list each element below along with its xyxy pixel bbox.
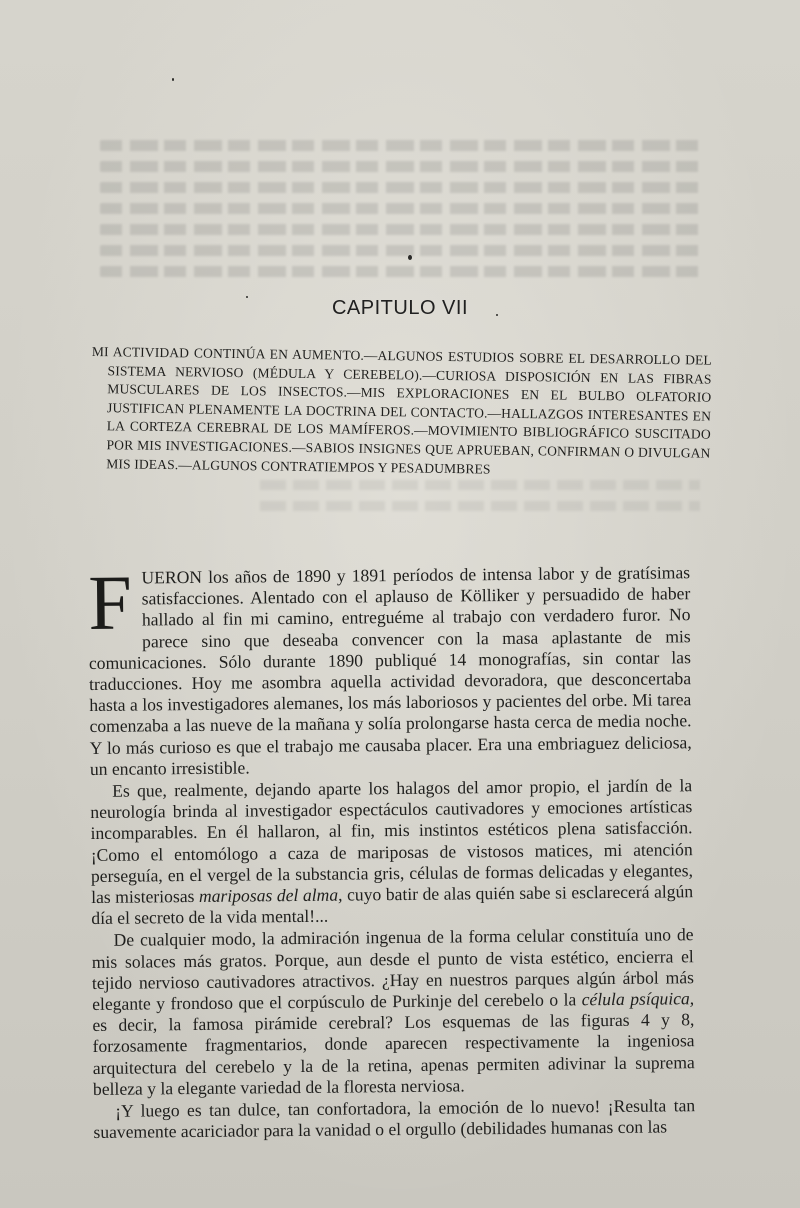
paragraph-3-text-a: De cualquier modo, la admiración ingenua de la forma celular constituía uno de mis solaces más gratos. Porque, aun desde el punto de vista estético, encierra el tejido nervioso cautivadores atractivos. ¿Hay en nuestros parques algún árbol más elegante y frondoso que el corpúsculo de Purkinje del cerebelo o la (91, 924, 695, 1015)
paragraph-4: ¡Y luego es tan dulce, tan confortadora, la emoción de lo nuevo! ¡Resulta tan suavemente acariciador para la vanidad o el orgullo (debilidades humanas con las (93, 1095, 696, 1143)
ink-speck (172, 78, 174, 81)
bleed-through-text (100, 140, 700, 290)
paragraph-2 (90, 775, 693, 929)
paragraph-3-text-b: es decir, la famosa pirámide cerebral? Los esquemas de las figuras 4 y 8, forzosamente fragmentarios, donde aparecen respectivamente la ingeniosa arquitectura del cerebelo y la de la retina, apenas permiten adivinar la suprema belleza y la elegante variedad de la floresta nerviosa. (92, 1009, 695, 1099)
chapter-title: CAPITULO VII (331, 297, 469, 319)
paragraph-2-italic: mariposas del alma, (198, 884, 343, 906)
paragraph-2-text-b: cuyo batir de alas quién sabe si esclarecerá algún día el secreto de la vida mental!... (91, 881, 694, 929)
paragraph-2-text-a: Es que, realmente, dejando aparte los halagos del amor propio, el jardín de la neurología brinda al investigador espectáculos cautivadores y emociones artísticas incomparables. En él hallaron, al fin, mis instintos estéticos plena satisfacción. ¡Como el entomólogo a caza de mariposas de vistosos matices, mi atención perseguía, en el vergel de la substancia gris, células de formas delicadas y elegantes, las misteriosas (90, 775, 694, 908)
chapter-summary: MI ACTIVIDAD CONTINÚA EN AUMENTO.—ALGUNOS ESTUDIOS SOBRE EL DESARROLLO DEL SISTEMA NERVIOSO (MÉDULA Y CEREBELO).—CURIOSA DISPOSICIÓN EN LAS FIBRAS MUSCULARES DE LOS INSECTOS.—MIS EXPLORACIONES EN EL BULBO OLFATORIO JUSTIFICAN PLENAMENTE LA DOCTRINA DEL CONTACTO.—HALLAZGOS INTERESANTES EN LA CORTEZA CEREBRAL DE LOS MAMÍFEROS.—MOVIMIENTO BIBLIOGRÁFICO SUSCITADO POR MIS INVESTIGACIONES.—SABIOS INSIGNES QUE APRUEBAN, CONFIRMAN O DIVULGAN MIS IDEAS.—ALGUNOS CONTRATIEMPOS Y PESADUMBRES (91, 343, 712, 477)
ink-speck (408, 255, 412, 260)
paragraph-1 (87, 558, 692, 780)
paragraph-1-text: los años de 1890 y 1891 períodos de intensa labor y de gratísimas satisfacciones. Alentado con el aplauso de Kölliker y persuadido de haber hallado al fin mi camino, entreguéme al trabajo con verdadero furor. No parece sino que deseaba convencer con la masa aplastante de mis comunicaciones. Sólo durante 1890 publiqué 14 monografías, sin contar las traducciones. Hoy me asombra aquella actividad devoradora, que desconcertaba hasta a los investigadores alemanes, los más laboriosos y pacientes del orbe. Mi tarea comenzaba a las nueve de la mañana y solía prolongarse hasta cerca de media noche. Y lo más curioso es que el trabajo me causaba placer. Era una embriaguez deliciosa, un encanto irresistible. (88, 562, 692, 779)
paragraph-3 (91, 925, 695, 1100)
bleed-through-text-lower (100, 480, 700, 540)
paragraph-3-italic: célula psíquica, (581, 988, 695, 1010)
body-text (87, 558, 696, 1144)
first-word: UERON (141, 566, 203, 588)
drop-cap: F (87, 558, 133, 646)
